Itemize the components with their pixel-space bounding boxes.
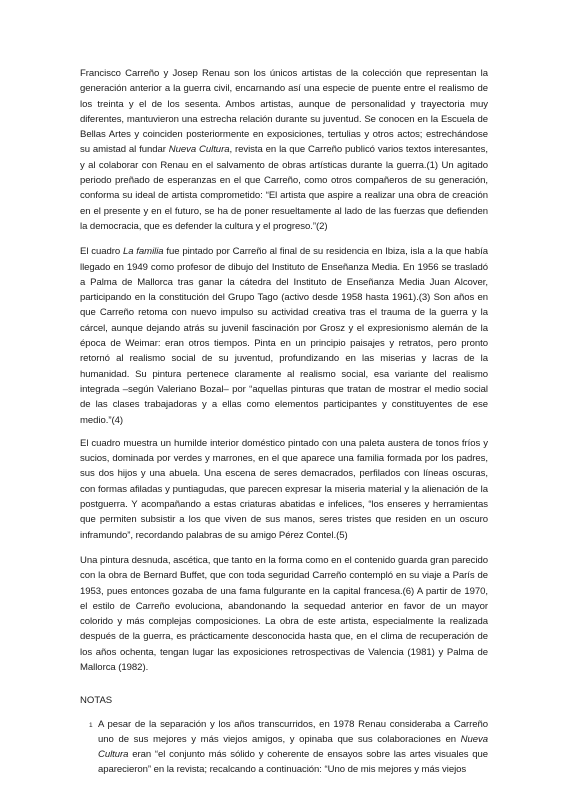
notes-heading: NOTAS [80,695,113,707]
text-run: El cuadro muestra un humilde interior doméstico pintado con una paleta austera de tonos fríos y sucios, dominada por verdes y marrones, en el que aparece una familia formada por los padres, sus dos hijos y una abuela. Una escena de seres demacrados, perfilados con líneas oscuras, con formas afiladas y puntiagudas, que parecen expresar la miseria material y la alienación de la postguerra. Y acompañando a estas criaturas abatidas e infelices, “los enseres y herramientas que permiten subsistir a los que viven de sus manos, seres tristes que residen en un oscuro inframundo”, recordando palabras de su amigo Pérez Contel.(5) [80,437,488,541]
footnote-text [98,717,488,778]
footnote-number: 1 [89,721,93,729]
text-run: Francisco Carreño y Josep Renau son los únicos artistas de la colección que representan la generación anterior a la guerra civil, encarnando así una especie de puente entre el realismo de los treinta y el de los sesenta. Ambos artistas, aunque de personalidad y trayectoria muy diferentes, mantuvieron una estrecha relación durante su juventud. Se conocen en la Escuela de Bellas Artes y coinciden posteriormente en exposiciones, tertulias y otros actos; estrechándose su amistad al fundar [80,68,488,156]
italic-title: Nueva Cultura [168,144,230,156]
body-paragraph [80,553,488,675]
text-run: fue pintado por Carreño al final de su residencia en Ibiza, isla a la que había llegado en 1949 como profesor de dibujo del Instituto de Enseñanza Media. En 1956 se trasladó a Palma de Mallorca tras ganar la cátedra del Instituto de Enseñanza Media Juan Alcover, participando en la constitución del Grupo Tago (activo desde 1958 hasta 1961).(3) Son años en que Carreño retoma con nuevo impulso su actividad creativa tras el trauma de la guerra y la cárcel, aunque dejando atrás su juvenil fascinación por Grosz y el expresionismo alemán de la época de Weimar: eran otros tiempos. Pinta en un principio paisajes y retratos, pero pronto retornó al realismo social de su juventud, profundizando en las miserias y lacras de la humanidad. Su pintura pertenece claramente al realismo social, esa variante del realismo integrada –según Valeriano Bozal– por “aquellas pinturas que tratan de mostrar el medio social de las clases trabajadoras y a ellas como elementos participantes y constituyentes de ese medio.”(4) [80,246,488,426]
footnote [80,717,488,778]
body-paragraph [80,66,488,234]
body-text [80,66,488,675]
text-run: A pesar de la separación y los años transcurridos, en 1978 Renau consideraba a Carreño uno de sus mejores y más viejos amigos, y opinaba que sus colaboraciones en [98,718,488,745]
notes-list [80,717,488,778]
text-run: El cuadro [80,246,123,258]
text-run: eran “el conjunto más sólido y coherente de ensayos sobre las artes visuales que aparecieron” en la revista; recalcando a continuación: “Uno de mis mejores y más viejos [98,749,488,776]
text-run: , revista en la que Carreño publicó varios textos interesantes, y al colaborar con Renau en el salvamento de obras artísticas durante la guerra.(1) Un agitado periodo preñado de esperanzas en el que Carreño, como otros compañeros de su generación, conforma su ideal de artista comprometido: “El artista que aspire a realizar una obra de creación en el presente y en el futuro, se ha de poner resueltamente al lado de las fuerzas que defienden la democracia, que es defender la cultura y el progreso.”(2) [80,144,488,232]
body-paragraph [80,244,488,428]
body-paragraph [80,436,488,543]
italic-title: La familia [122,246,164,258]
text-run: Una pintura desnuda, ascética, que tanto en la forma como en el contenido guarda gran parecido con la obra de Bernard Buffet, que con toda seguridad Carreño contempló en su viaje a París de 1953, pues entonces gozaba de una fama fulgurante en la capital francesa.(6) A partir de 1970, el estilo de Carreño evoluciona, abandonando la sequedad anterior en favor de un mayor colorido y más complejas composiciones. La obra de este artista, especialmente la realizada después de la guerra, es prácticamente desconocida hasta que, en el clima de recuperación de los años ochenta, tengan lugar las exposiciones retrospectivas de Valencia (1981) y Palma de Mallorca (1982). [80,554,488,673]
italic-title: Nueva Cultura [98,733,488,761]
